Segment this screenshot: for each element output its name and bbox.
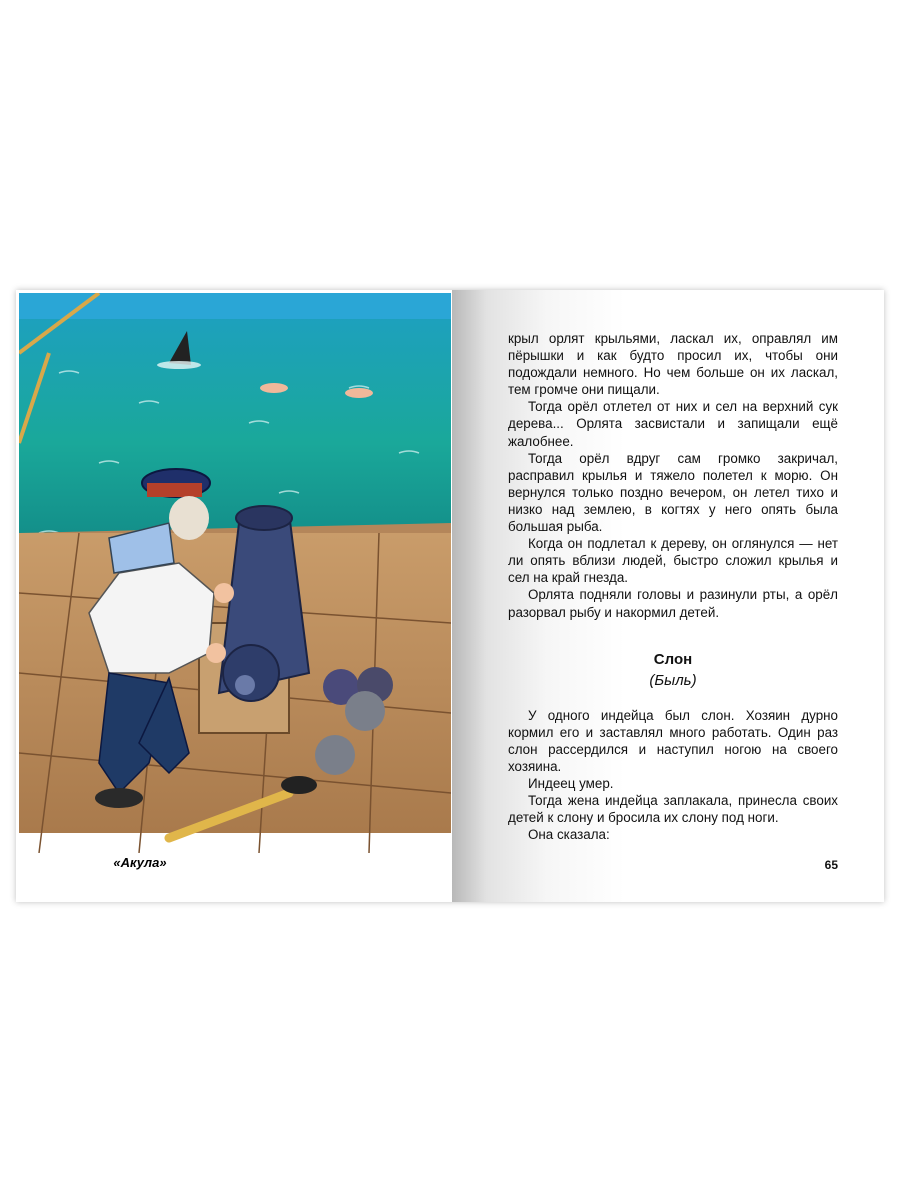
paragraph: Тогда орёл отлетел от них и сел на верхний сук дерева... Орлята засвистали и запищали ещё жалобнее.: [508, 399, 838, 449]
illustration-caption: «Акула»: [113, 855, 167, 870]
paragraph: Она сказала:: [528, 827, 610, 843]
story-subtitle: (Быль): [649, 671, 697, 689]
open-book: [16, 290, 884, 902]
story-title: Слон: [653, 650, 693, 668]
page-number: 65: [824, 858, 838, 872]
illustration-sailor-cannon: [19, 293, 451, 853]
right-page: [452, 290, 884, 902]
paragraph: Орлята подняли головы и разинули рты, а орёл разорвал рыбу и накормил детей.: [508, 587, 838, 620]
swimmer: [260, 383, 288, 393]
paragraph: Тогда жена индейца заплакала, принесла своих детей к слону и бросила их слону под ноги.: [508, 793, 838, 826]
paragraph: крыл орлят крыльями, ласкал их, оправлял им пёрышки и как будто просил их, чтобы они подождали немного. Но чем больше он их ласкал, тем громче они пищали.: [508, 331, 838, 398]
page-text: [508, 330, 838, 844]
swimmer: [345, 388, 373, 398]
paragraph: У одного индейца был слон. Хозяин дурно кормил его и заставлял много работать. Один раз слон рассердился и наступил ногою на своего хозяина.: [508, 707, 838, 775]
paragraph: Тогда орёл вдруг сам громко закричал, расправил крылья и тяжело полетел к морю. Он вернулся только поздно вечером, он летел тихо и низко над землею, в когтях у него опять была большая рыба.: [508, 450, 838, 535]
left-page: [16, 290, 452, 902]
paragraph: Когда он подлетал к дереву, он оглянулся — нет ли опять вблизи людей, быстро сложил крылья и сел на край гнезда.: [508, 536, 838, 586]
paragraph: Индеец умер.: [528, 776, 614, 792]
